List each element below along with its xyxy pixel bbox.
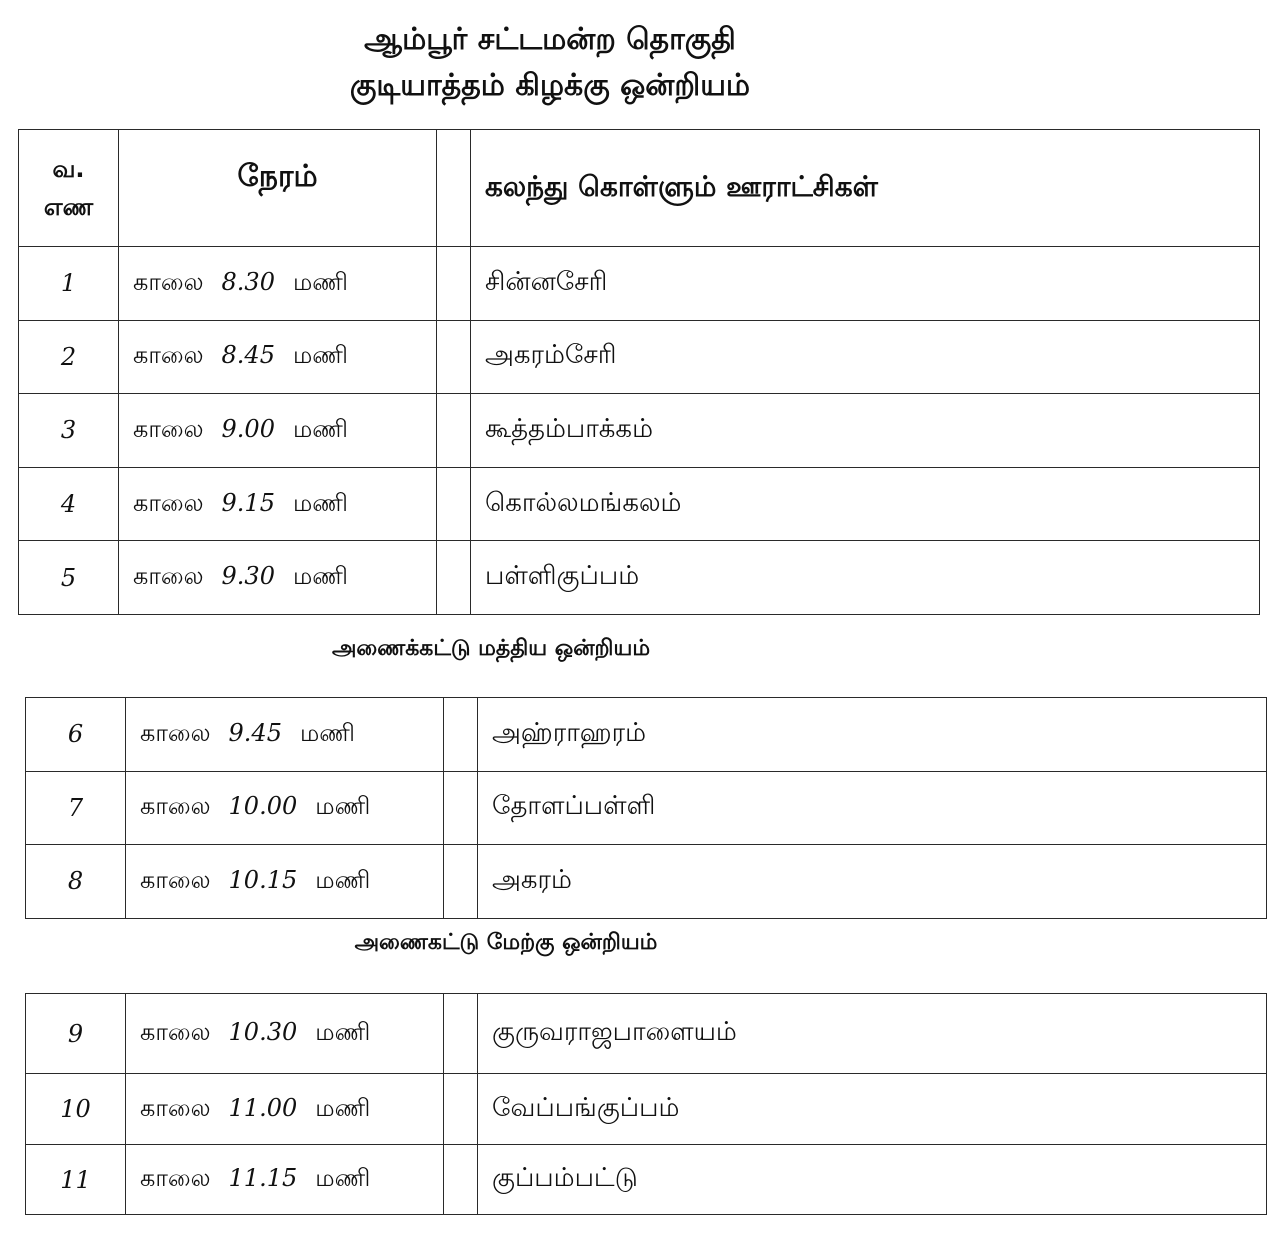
spacer-cell [437,320,471,394]
time-cell [126,698,444,772]
time-prefix: காலை [133,341,204,370]
panchayat-name: பள்ளிகுப்பம் [471,541,1260,615]
time-value: 9.45 [228,718,282,747]
time-value: 9.30 [221,562,275,591]
serial-header-line2: எண [43,193,94,221]
time-prefix: காலை [133,267,204,296]
time-cell [119,541,437,615]
serial-number: 7 [26,771,126,845]
time-suffix: மணி [315,865,371,894]
time-suffix: மணி [292,488,348,517]
schedule-table-2 [25,697,1267,919]
panchayat-name: வேப்பங்குப்பம் [478,1074,1267,1145]
time-suffix: மணி [292,414,348,443]
spacer-cell [444,1145,478,1215]
time-cell [119,247,437,321]
spacer-cell [444,1074,478,1145]
time-value: 8.45 [221,341,275,370]
panchayat-name: கூத்தம்பாக்கம் [471,394,1260,468]
section-heading-central: அணைக்கட்டு மத்திய ஒன்றியம் [331,636,651,661]
serial-number: 6 [26,698,126,772]
time-suffix: மணி [292,267,348,296]
serial-number: 1 [19,247,119,321]
time-value: 9.00 [221,414,275,443]
time-suffix: மணி [292,341,348,370]
time-suffix: மணி [315,1093,371,1122]
time-cell [126,1074,444,1145]
panchayat-name: தோளப்பள்ளி [478,771,1267,845]
serial-header-line1: வ. [52,155,85,183]
spacer-cell [437,467,471,541]
spacer-cell [444,994,478,1074]
panchayats-header: கலந்து கொள்ளும் ஊராட்சிகள் [471,130,1260,247]
time-value: 8.30 [221,267,275,296]
serial-number: 5 [19,541,119,615]
spacer-cell [444,698,478,772]
time-value: 11.15 [228,1164,298,1192]
serial-number: 9 [26,994,126,1074]
table-row [26,771,1267,845]
spacer-cell [437,130,471,247]
serial-number: 4 [19,467,119,541]
panchayat-name: அஹ்ராஹரம் [478,698,1267,772]
table-row [26,698,1267,772]
table-row [26,1145,1267,1215]
time-suffix: மணி [299,718,355,747]
panchayat-name: அகரம் [478,845,1267,919]
section-heading-west: அணைகட்டு மேற்கு ஒன்றியம் [354,930,658,955]
time-suffix: மணி [292,562,348,591]
time-header: நேரம் [119,130,437,247]
table-row [19,247,1260,321]
spacer-cell [444,845,478,919]
time-cell [126,1145,444,1215]
time-suffix: மணி [315,792,371,821]
serial-header [19,130,119,247]
table-header-row [19,130,1260,247]
table-row [26,1074,1267,1145]
panchayat-name: குருவராஜபாளையம் [478,994,1267,1074]
time-prefix: காலை [140,1018,211,1046]
time-cell [126,994,444,1074]
serial-number: 2 [19,320,119,394]
serial-number: 10 [26,1074,126,1145]
schedule-table-3 [25,993,1267,1215]
table-row [19,394,1260,468]
time-cell [119,467,437,541]
time-suffix: மணி [315,1164,371,1192]
time-prefix: காலை [133,488,204,517]
time-cell [119,394,437,468]
table-row [19,467,1260,541]
time-value: 10.00 [228,792,298,821]
time-prefix: காலை [140,718,211,747]
time-value: 9.15 [221,488,275,517]
doc-title-line1: ஆம்பூர் சட்டமன்ற தொகுதி [364,22,736,57]
time-value: 10.30 [228,1018,298,1046]
spacer-cell [437,247,471,321]
serial-number: 11 [26,1145,126,1215]
time-prefix: காலை [140,865,211,894]
panchayat-name: கொல்லமங்கலம் [471,467,1260,541]
spacer-cell [437,541,471,615]
serial-number: 8 [26,845,126,919]
panchayat-name: சின்னசேரி [471,247,1260,321]
panchayat-name: அகரம்சேரி [471,320,1260,394]
time-cell [126,771,444,845]
table-row [19,541,1260,615]
time-cell [126,845,444,919]
spacer-cell [437,394,471,468]
time-prefix: காலை [140,792,211,821]
time-prefix: காலை [140,1093,211,1122]
time-suffix: மணி [315,1018,371,1046]
panchayat-name: குப்பம்பட்டு [478,1145,1267,1215]
time-value: 11.00 [228,1093,298,1122]
spacer-cell [444,771,478,845]
schedule-table-1 [18,129,1260,615]
time-value: 10.15 [228,865,298,894]
table-row [26,994,1267,1074]
time-prefix: காலை [133,562,204,591]
time-cell [119,320,437,394]
time-prefix: காலை [133,414,204,443]
serial-number: 3 [19,394,119,468]
doc-title-line2: குடியாத்தம் கிழக்கு ஒன்றியம் [349,68,751,103]
table-row [26,845,1267,919]
table-row [19,320,1260,394]
time-prefix: காலை [140,1164,211,1192]
